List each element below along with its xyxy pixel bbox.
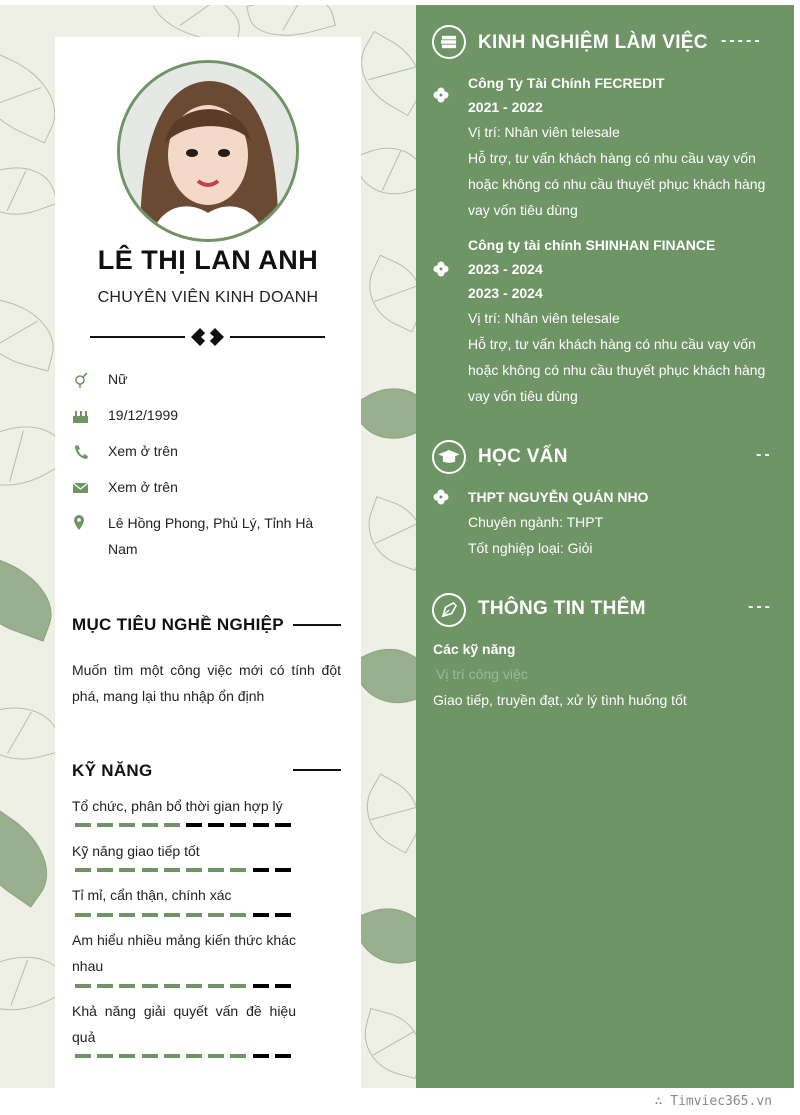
skill-level-bar	[75, 868, 297, 872]
skill-level-bar	[75, 1054, 297, 1058]
heading-rule	[293, 769, 341, 771]
gender-icon	[72, 366, 90, 392]
email-text: Xem ở trên	[108, 479, 178, 495]
address-text: Lê Hồng Phong, Phủ Lý, Tỉnh Hà Nam	[108, 515, 314, 557]
experience-heading: KINH NGHIỆM LÀM VIỆC	[478, 32, 708, 53]
skill-segment	[230, 984, 246, 988]
skill-segment	[142, 913, 158, 917]
company-name: Công ty tài chính SHINHAN FINANCE	[468, 237, 716, 253]
leaf-decoration	[0, 295, 63, 371]
skill-segment	[75, 913, 91, 917]
skill-segment	[164, 984, 180, 988]
skill-segment	[253, 823, 269, 827]
skill-name: Tỉ mỉ, cẩn thận, chính xác	[72, 887, 232, 903]
skill-segment	[97, 1054, 113, 1058]
skill-segment	[230, 1054, 246, 1058]
additional-text: Giao tiếp, truyền đạt, xử lý tình huống tốt	[433, 692, 687, 708]
heading-dash: --	[756, 446, 773, 463]
skill-segment	[208, 913, 224, 917]
leaf-decoration	[356, 1008, 416, 1079]
heading-dash: ---	[748, 598, 773, 615]
skill-level-bar	[75, 913, 297, 917]
gender-text: Nữ	[108, 371, 128, 387]
skill-name: Kỹ năng giao tiếp tốt	[72, 843, 200, 859]
skill-segment	[275, 913, 291, 917]
additional-heading: THÔNG TIN THÊM	[478, 598, 646, 619]
divider-line	[90, 336, 185, 338]
skill-segment	[119, 913, 135, 917]
skill-segment	[119, 1054, 135, 1058]
phone-icon	[72, 438, 90, 464]
job-title: CHUYÊN VIÊN KINH DOANH	[97, 289, 319, 306]
skill-level-bar	[75, 984, 297, 988]
skill-segment	[186, 913, 202, 917]
work-description: hoặc không có nhu cầu thuyết phục khách hàng	[468, 176, 766, 192]
birthday-text: 19/12/1999	[108, 407, 179, 423]
skill-segment	[186, 984, 202, 988]
skill-segment	[253, 913, 269, 917]
skill-name: Am hiểu nhiều mảng kiến thức khác nhau	[72, 932, 296, 974]
skill-segment	[230, 913, 246, 917]
skill-segment	[164, 1054, 180, 1058]
education-major: Chuyên ngành: THPT	[468, 514, 604, 530]
education-grade: Tốt nghiệp loại: Giỏi	[468, 540, 593, 556]
skill-name: Khả năng giải quyết vấn đề hiệu quả	[72, 1003, 296, 1045]
education-heading: HỌC VẤN	[478, 446, 568, 467]
skill-segment	[142, 868, 158, 872]
skill-segment	[75, 984, 91, 988]
work-position: Vị trí: Nhân viên telesale	[468, 124, 620, 140]
portrait-illustration	[120, 63, 296, 239]
work-description: Hỗ trợ, tư vấn khách hàng có nhu cầu vay vốn	[468, 336, 756, 352]
skill-segment	[208, 1054, 224, 1058]
leaf-decoration	[352, 773, 416, 853]
skill-segment	[253, 984, 269, 988]
company-name: Công Ty Tài Chính FECREDIT	[468, 75, 665, 91]
skill-segment	[97, 984, 113, 988]
skill-segment	[230, 823, 246, 827]
skill-segment	[275, 823, 291, 827]
birthday-cake-icon	[72, 402, 90, 428]
skill-segment	[230, 868, 246, 872]
skill-segment	[142, 823, 158, 827]
work-position: Vị trí: Nhân viên telesale	[468, 310, 620, 326]
leaf-decoration	[356, 255, 416, 333]
skill-segment	[97, 823, 113, 827]
skill-segment	[164, 913, 180, 917]
skill-segment	[75, 1054, 91, 1058]
skill-segment	[97, 868, 113, 872]
skill-segment	[253, 1054, 269, 1058]
skills-heading: KỸ NĂNG	[72, 761, 153, 780]
skill-segment	[208, 984, 224, 988]
objective-text: Muốn tìm một công việc mới có tính đột phá, mang lại thu nhập ổn định	[72, 662, 341, 704]
graduation-cap-icon	[432, 440, 466, 474]
skill-segment	[164, 868, 180, 872]
skill-segment	[119, 868, 135, 872]
work-period: 2021 - 2022	[468, 99, 543, 115]
skill-segment	[186, 1054, 202, 1058]
profile-card	[55, 37, 361, 1088]
skill-level-bar	[75, 823, 297, 827]
envelope-icon	[72, 474, 90, 500]
leaf-decoration	[0, 154, 59, 227]
skill-segment	[208, 868, 224, 872]
skill-name: Tổ chức, phân bổ thời gian hợp lý	[72, 798, 283, 814]
portrait-photo-icon	[117, 60, 299, 242]
skill-segment	[253, 868, 269, 872]
ornament-divider	[90, 326, 325, 348]
skill-segment	[275, 984, 291, 988]
heading-rule	[293, 624, 341, 626]
leaf-decoration	[353, 136, 416, 206]
watermark: ∴ Timviec365.vn	[654, 1094, 772, 1109]
leaf-decoration	[351, 895, 416, 976]
pen-nib-icon	[432, 593, 466, 627]
objective-heading: MỤC TIÊU NGHỀ NGHIỆP	[72, 615, 284, 634]
skill-segment	[97, 913, 113, 917]
skill-segment	[142, 984, 158, 988]
flower-bullet-icon	[432, 86, 450, 104]
right-column	[416, 5, 794, 1088]
skill-segment	[75, 868, 91, 872]
candidate-name: LÊ THỊ LAN ANH	[97, 245, 319, 275]
heading-dash: -----	[721, 32, 763, 49]
leaf-decoration	[357, 496, 416, 571]
skill-segment	[164, 823, 180, 827]
skill-segment	[186, 868, 202, 872]
diamond-ornament-icon	[189, 326, 226, 348]
skill-segment	[186, 823, 202, 827]
school-name: THPT NGUYỄN QUÁN NHO	[468, 489, 649, 505]
additional-placeholder: Vị trí công việc	[436, 666, 528, 682]
stacked-books-icon	[432, 25, 466, 59]
skill-segment	[142, 1054, 158, 1058]
divider-line	[230, 336, 325, 338]
additional-subheading: Các kỹ năng	[433, 641, 516, 657]
skill-segment	[119, 823, 135, 827]
phone-text: Xem ở trên	[108, 443, 178, 459]
flower-bullet-icon	[432, 488, 450, 506]
work-period: 2023 - 2024	[468, 285, 543, 301]
flower-bullet-icon	[432, 260, 450, 278]
skill-segment	[275, 868, 291, 872]
work-description: vay vốn tiêu dùng	[468, 388, 578, 404]
work-description: Hỗ trợ, tư vấn khách hàng có nhu cầu vay vốn	[468, 150, 756, 166]
skill-segment	[208, 823, 224, 827]
skill-segment	[119, 984, 135, 988]
leaf-decoration	[0, 696, 63, 771]
work-description: vay vốn tiêu dùng	[468, 202, 578, 218]
skill-segment	[75, 823, 91, 827]
map-pin-icon	[72, 510, 90, 536]
work-description: hoặc không có nhu cầu thuyết phục khách hàng	[468, 362, 766, 378]
skill-segment	[275, 1054, 291, 1058]
work-period: 2023 - 2024	[468, 261, 543, 277]
